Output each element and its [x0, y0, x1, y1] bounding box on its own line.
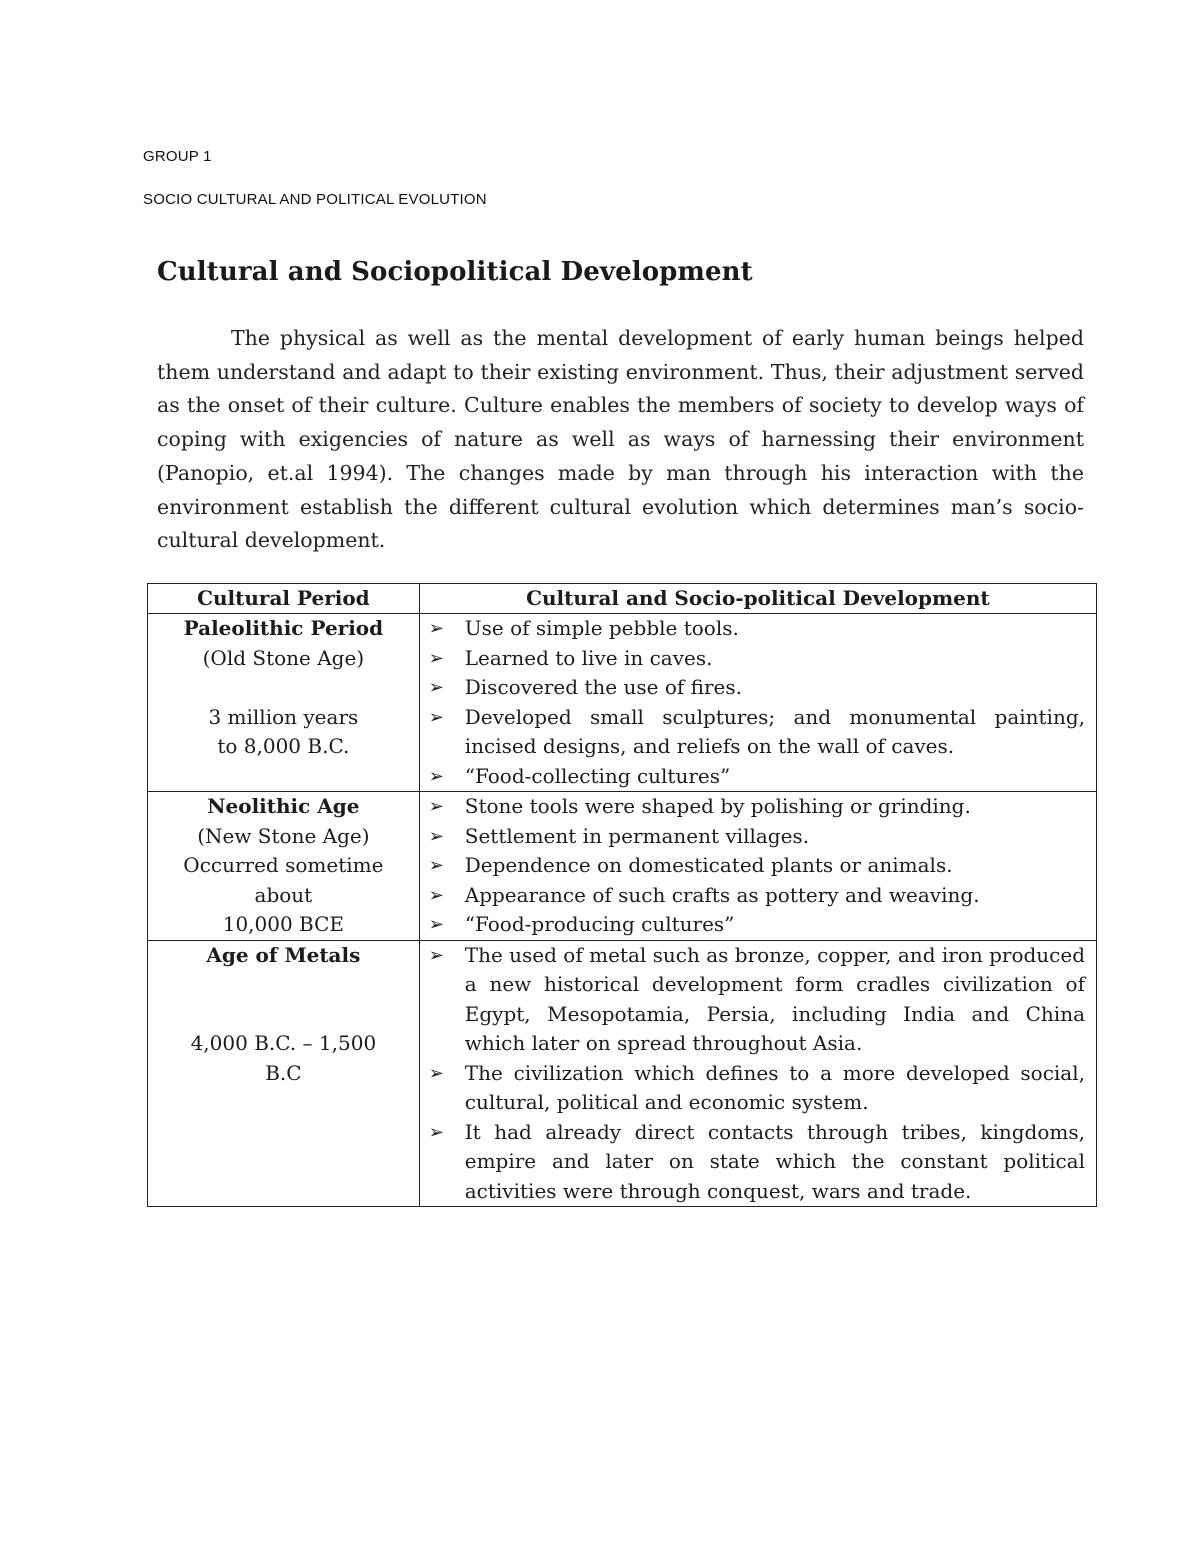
list-item	[420, 851, 1085, 881]
cell-spacer	[148, 673, 419, 703]
list-item-text: “Food-producing cultures”	[464, 912, 735, 936]
table-row	[148, 792, 1097, 941]
period-detail: B.C	[265, 1060, 302, 1085]
arrow-bullet-icon: ➢	[428, 825, 444, 847]
list-item-text: Discovered the use of fires.	[464, 675, 742, 699]
column-header-period: Cultural Period	[148, 584, 420, 614]
period-detail: 4,000 B.C. – 1,500	[190, 1031, 377, 1055]
list-item	[420, 941, 1085, 1059]
cell-spacer	[148, 970, 419, 1000]
arrow-bullet-icon: ➢	[428, 914, 444, 935]
list-item	[420, 910, 1085, 940]
list-item	[420, 1059, 1085, 1118]
cultural-periods-table	[147, 583, 1097, 1207]
arrow-bullet-icon: ➢	[428, 1062, 444, 1084]
period-detail: about	[254, 882, 313, 907]
development-cell	[419, 614, 1096, 792]
period-detail: 10,000 BCE	[222, 912, 345, 936]
period-name: Neolithic Age	[207, 794, 360, 818]
list-item	[420, 703, 1085, 762]
list-item	[420, 792, 1085, 822]
development-cell	[419, 792, 1096, 941]
list-item-text: The used of metal such as bronze, copper, and iron produced a new historical development form cradles civilization of Egypt, Mesopotamia, Persia, including India and China which later on spread throughout Asia.	[464, 942, 1086, 1055]
period-detail: (New Stone Age)	[197, 823, 370, 848]
list-item-text: Appearance of such crafts as pottery and weaving.	[464, 882, 980, 907]
development-list	[420, 941, 1096, 1207]
table-row	[148, 614, 1097, 792]
arrow-bullet-icon: ➢	[428, 796, 444, 817]
period-cell	[148, 614, 420, 792]
period-cell	[148, 940, 420, 1207]
development-cell	[419, 940, 1096, 1207]
arrow-bullet-icon: ➢	[428, 618, 444, 639]
period-detail: 3 million years	[208, 704, 359, 729]
list-item-text: The civilization which defines to a more developed social, cultural, political and economic system.	[464, 1060, 1085, 1114]
list-item-text: “Food-collecting cultures”	[464, 763, 731, 788]
period-detail: to 8,000 B.C.	[217, 734, 350, 758]
group-label: GROUP 1	[143, 148, 212, 165]
arrow-bullet-icon: ➢	[428, 706, 444, 728]
list-item	[420, 762, 1085, 792]
arrow-bullet-icon: ➢	[428, 855, 444, 876]
arrow-bullet-icon: ➢	[428, 944, 444, 966]
list-item-text: Settlement in permanent villages.	[464, 823, 810, 848]
arrow-bullet-icon: ➢	[428, 677, 444, 698]
section-heading: Cultural and Sociopolitical Development	[157, 257, 753, 287]
column-header-development: Cultural and Socio-political Development	[419, 584, 1096, 614]
list-item-text: It had already direct contacts through tribes, kingdoms, empire and later on state which the constant political activities were through conquest, wars and trade.	[464, 1119, 1085, 1203]
list-item-text: Dependence on domesticated plants or animals.	[464, 853, 953, 877]
list-item	[420, 644, 1085, 674]
arrow-bullet-icon: ➢	[428, 884, 444, 906]
period-cell	[148, 792, 420, 941]
arrow-bullet-icon: ➢	[428, 1121, 444, 1143]
period-name: Paleolithic Period	[183, 616, 384, 640]
table-header-row	[148, 584, 1097, 614]
document-subtitle: SOCIO CULTURAL AND POLITICAL EVOLUTION	[143, 191, 487, 208]
list-item-text: Learned to live in caves.	[464, 645, 713, 670]
cell-spacer	[148, 1000, 419, 1030]
list-item-text: Stone tools were shaped by polishing or grinding.	[464, 794, 971, 818]
table-row	[148, 940, 1097, 1207]
arrow-bullet-icon: ➢	[428, 647, 444, 669]
period-detail: Occurred sometime	[183, 853, 384, 877]
period-name: Age of Metals	[206, 942, 361, 967]
list-item	[420, 1118, 1085, 1207]
list-item	[420, 822, 1085, 852]
arrow-bullet-icon: ➢	[428, 765, 444, 787]
intro-paragraph: The physical as well as the mental development of early human beings helped them understand and adapt to their existing environment. Thus, their adjustment served as the onset of their culture. Culture enables the members of society to develop ways of coping with exigencies of nature as well as ways of harnessing their environment (Panopio, et.al 1994). The changes made by man through his interaction with the environment establish the different cultural evolution which determines man’s socio-cultural development.	[157, 326, 1084, 553]
development-list	[420, 614, 1096, 791]
development-list	[420, 792, 1096, 940]
list-item	[420, 881, 1085, 911]
list-item	[420, 614, 1085, 644]
list-item	[420, 673, 1085, 703]
list-item-text: Use of simple pebble tools.	[464, 616, 739, 640]
list-item-text: Developed small sculptures; and monumental painting, incised designs, and reliefs on the wall of caves.	[464, 704, 1085, 758]
period-detail: (Old Stone Age)	[202, 645, 365, 670]
